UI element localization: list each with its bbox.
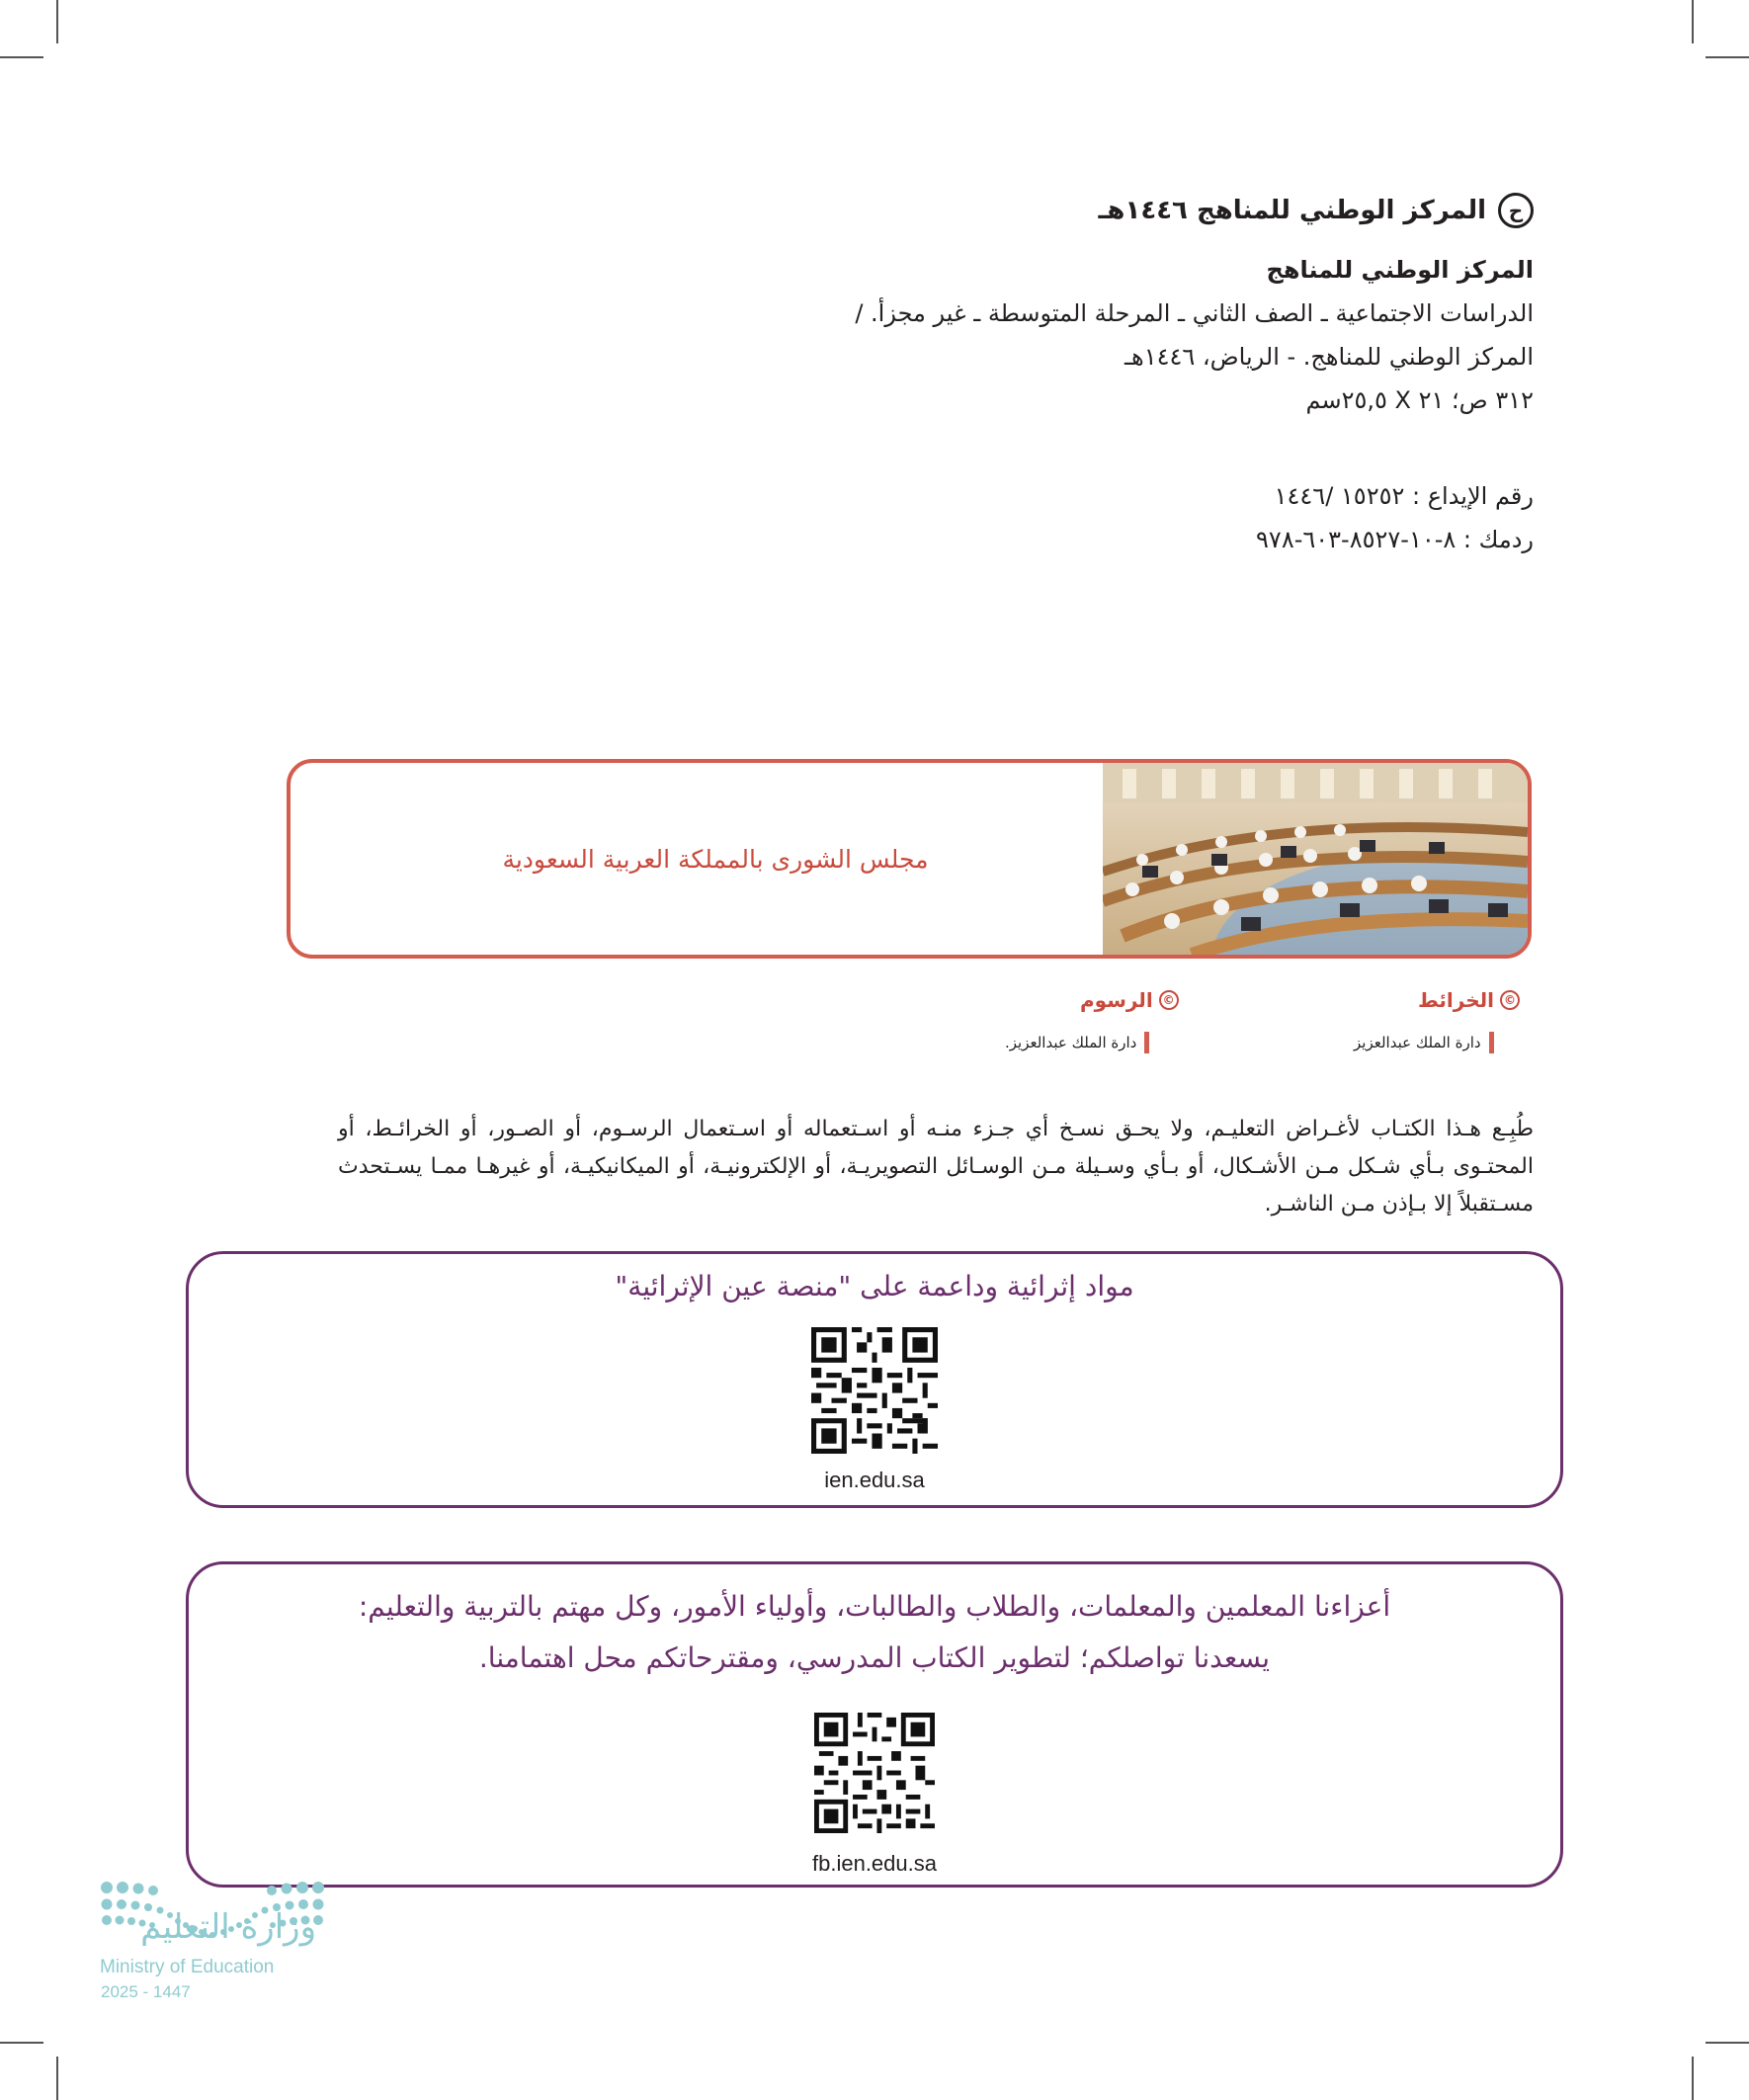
qr-code-icon[interactable] xyxy=(811,1327,938,1454)
crop-mark xyxy=(56,0,58,43)
drawings-credit-label xyxy=(1080,988,1179,1012)
crop-mark xyxy=(0,56,43,58)
catalog-extent: ٣١٢ ص؛ ٢١ X ٢٥,٥سم xyxy=(1305,386,1534,414)
ministry-name-ar: وزارة التعليم xyxy=(140,1907,316,1947)
copyright-text: المركز الوطني للمناهج ١٤٤٦هـ xyxy=(1098,196,1486,225)
enrichment-title: مواد إثرائية وداعمة على "منصة عين الإثرائية" xyxy=(615,1270,1134,1302)
isbn-number: ردمك : ٨-١٠-٨٥٢٧-٦٠٣-٩٧٨ xyxy=(1256,526,1534,553)
crop-mark xyxy=(1692,2057,1694,2100)
maps-credit-source xyxy=(1354,1032,1494,1053)
ministry-year: 2025 - 1447 xyxy=(101,1982,191,2001)
drawings-source-text: دارة الملك عبدالعزيز. xyxy=(1005,1034,1137,1051)
catalog-title: الدراسات الاجتماعية ـ الصف الثاني ـ المرحلة المتوسطة ـ غير مجزأ. / xyxy=(855,299,1534,327)
catalog-author: المركز الوطني للمناهج xyxy=(1266,256,1534,284)
crop-mark xyxy=(1692,0,1694,43)
maps-credit-label xyxy=(1418,988,1520,1012)
copyright-line xyxy=(447,193,1534,228)
drawings-credit-source xyxy=(1005,1032,1149,1053)
credit-bar xyxy=(1489,1032,1494,1053)
catalog-publisher: المركز الوطني للمناهج. - الرياض، ١٤٤٦هـ xyxy=(1124,343,1534,371)
ien-url-link[interactable]: ien.edu.sa xyxy=(824,1468,925,1492)
crop-mark xyxy=(1706,2042,1749,2044)
feedback-line-2: يسعدنا تواصلكم؛ لتطوير الكتاب المدرسي، ومقترحاتكم محل اهتمامنا. xyxy=(478,1641,1271,1674)
feedback-url-link[interactable]: fb.ien.edu.sa xyxy=(812,1851,937,1876)
copyright-icon: ح xyxy=(1498,193,1534,228)
ministry-name-en: Ministry of Education xyxy=(100,1957,275,1977)
deposit-number: رقم الإيداع : ١٥٢٥٢ /١٤٤٦ xyxy=(1274,482,1534,510)
enrichment-box xyxy=(186,1251,1563,1508)
crop-mark xyxy=(56,2057,58,2100)
shura-council-photo xyxy=(1103,763,1528,955)
maps-label-text: الخرائط xyxy=(1418,988,1495,1012)
catalog-header xyxy=(447,193,1534,430)
crop-mark xyxy=(0,2042,43,2044)
qr-code-icon[interactable] xyxy=(814,1713,935,1833)
maps-source-text: دارة الملك عبدالعزيز xyxy=(1354,1034,1481,1051)
cover-image-caption: مجلس الشورى بالمملكة العربية السعودية xyxy=(502,844,929,874)
copyright-icon: © xyxy=(1159,990,1179,1010)
deposit-info xyxy=(743,482,1534,569)
feedback-line-1: أعزاءنا المعلمين والمعلمات، والطلاب والطالبات، وأولياء الأمور، وكل مهتم بالتربية والتعليم: xyxy=(358,1590,1391,1623)
feedback-box xyxy=(186,1561,1563,1888)
cover-image-callout xyxy=(287,759,1532,959)
credit-bar xyxy=(1144,1032,1149,1053)
copyright-icon: © xyxy=(1500,990,1520,1010)
drawings-label-text: الرسوم xyxy=(1080,988,1153,1012)
copyright-notice: طُبِـع هـذا الكتـاب لأغـراض التعليـم، ولا يحـق نسـخ أي جـزء منـه أو اسـتعماله أو اسـتعمال الرسـوم، أو الصـور، أو الخرائـط، أو المحتـوى بـأي شـكل مـن الأشـكال، أو بـأي وسـيلة مـن الوسـائل التصويريـة، أو الإلكترونيـة، أو الميكانيكيـة، أو غيرهـا ممـا يسـتحدث مسـتقبلاً إلا بـإذن مـن الناشـر. xyxy=(338,1117,1534,1217)
crop-mark xyxy=(1706,56,1749,58)
